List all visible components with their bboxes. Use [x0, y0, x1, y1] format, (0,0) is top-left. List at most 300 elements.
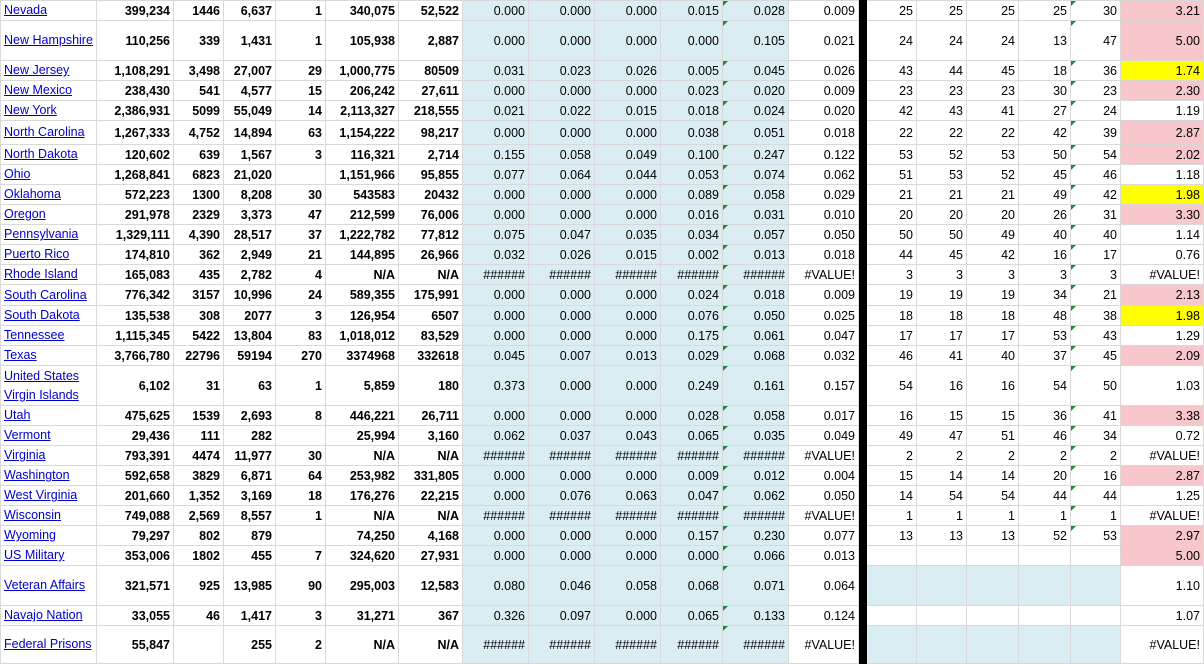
average-cell[interactable]: 0.013 — [789, 546, 859, 566]
rank-cell[interactable]: 53 — [1071, 526, 1121, 546]
rank-cell[interactable]: 13 — [967, 526, 1019, 546]
data-cell[interactable]: 353,006 — [97, 546, 174, 566]
data-cell[interactable]: 1300 — [174, 185, 224, 205]
rank-cell[interactable]: 23 — [917, 81, 967, 101]
row-name-cell[interactable]: Puerto Rico — [1, 245, 97, 265]
data-cell[interactable]: 20432 — [399, 185, 463, 205]
data-cell[interactable] — [276, 165, 326, 185]
rank-cell[interactable]: 1 — [1071, 506, 1121, 526]
rank-cell[interactable]: 50 — [1019, 145, 1071, 165]
data-cell[interactable]: 5099 — [174, 101, 224, 121]
rank-cell[interactable]: 16 — [917, 366, 967, 406]
rate-cell[interactable]: 0.000 — [463, 466, 529, 486]
rate-cell[interactable]: ###### — [723, 265, 789, 285]
average-cell[interactable]: #VALUE! — [789, 446, 859, 466]
data-cell[interactable]: 6,637 — [224, 1, 276, 21]
average-cell[interactable]: 0.029 — [789, 185, 859, 205]
rate-cell[interactable]: 0.058 — [595, 566, 661, 606]
data-cell[interactable]: 6507 — [399, 306, 463, 326]
rank-cell[interactable]: 54 — [917, 486, 967, 506]
rate-cell[interactable]: 0.051 — [723, 121, 789, 145]
rate-cell[interactable]: 0.000 — [529, 21, 595, 61]
data-cell[interactable]: 46 — [174, 606, 224, 626]
rate-cell[interactable]: 0.000 — [595, 326, 661, 346]
data-cell[interactable] — [174, 626, 224, 664]
rank-cell[interactable]: 16 — [967, 366, 1019, 406]
rank-cell[interactable] — [917, 546, 967, 566]
rank-cell[interactable]: 14 — [917, 466, 967, 486]
data-cell[interactable]: 572,223 — [97, 185, 174, 205]
rank-cell[interactable]: 44 — [867, 245, 917, 265]
rate-cell[interactable]: ###### — [463, 446, 529, 466]
data-cell[interactable]: 218,555 — [399, 101, 463, 121]
row-name-cell[interactable]: New Jersey — [1, 61, 97, 81]
data-cell[interactable]: 331,805 — [399, 466, 463, 486]
rate-cell[interactable]: 0.007 — [529, 346, 595, 366]
data-cell[interactable]: 2,569 — [174, 506, 224, 526]
rank-cell[interactable]: 17 — [1071, 245, 1121, 265]
average-cell[interactable]: 0.050 — [789, 486, 859, 506]
rate-cell[interactable]: 0.045 — [463, 346, 529, 366]
rank-cell[interactable]: 53 — [967, 145, 1019, 165]
rate-cell[interactable]: 0.080 — [463, 566, 529, 606]
data-cell[interactable]: 29 — [276, 61, 326, 81]
data-cell[interactable]: 4,390 — [174, 225, 224, 245]
data-cell[interactable]: 1 — [276, 506, 326, 526]
data-cell[interactable]: 3,169 — [224, 486, 276, 506]
rate-cell[interactable]: 0.155 — [463, 145, 529, 165]
rate-cell[interactable]: 0.035 — [595, 225, 661, 245]
data-cell[interactable]: 1,115,345 — [97, 326, 174, 346]
data-cell[interactable]: 339 — [174, 21, 224, 61]
average-cell[interactable]: 0.077 — [789, 526, 859, 546]
data-cell[interactable]: 3,766,780 — [97, 346, 174, 366]
rate-cell[interactable]: 0.016 — [661, 205, 723, 225]
rank-cell[interactable]: 3 — [917, 265, 967, 285]
rank-cell[interactable]: 21 — [867, 185, 917, 205]
score-cell[interactable]: 2.87 — [1121, 121, 1204, 145]
average-cell[interactable]: 0.010 — [789, 205, 859, 225]
data-cell[interactable]: 1 — [276, 21, 326, 61]
data-cell[interactable]: 95,855 — [399, 165, 463, 185]
rate-cell[interactable]: 0.000 — [595, 526, 661, 546]
rank-cell[interactable]: 54 — [867, 366, 917, 406]
data-cell[interactable]: 55,049 — [224, 101, 276, 121]
rate-cell[interactable]: 0.023 — [529, 61, 595, 81]
data-cell[interactable]: 21,020 — [224, 165, 276, 185]
rate-cell[interactable]: 0.000 — [463, 81, 529, 101]
rate-cell[interactable]: 0.000 — [529, 1, 595, 21]
data-cell[interactable]: 543583 — [326, 185, 399, 205]
data-cell[interactable]: 4474 — [174, 446, 224, 466]
rate-cell[interactable]: 0.000 — [529, 526, 595, 546]
data-cell[interactable]: 1,018,012 — [326, 326, 399, 346]
rate-cell[interactable]: 0.000 — [595, 121, 661, 145]
rate-cell[interactable]: 0.063 — [595, 486, 661, 506]
data-cell[interactable]: 76,006 — [399, 205, 463, 225]
rate-cell[interactable]: 0.065 — [661, 426, 723, 446]
rate-cell[interactable]: 0.157 — [661, 526, 723, 546]
data-cell[interactable]: 295,003 — [326, 566, 399, 606]
rate-cell[interactable]: 0.000 — [463, 306, 529, 326]
rank-cell[interactable]: 45 — [1019, 165, 1071, 185]
rank-cell[interactable]: 3 — [867, 265, 917, 285]
rate-cell[interactable]: 0.000 — [529, 546, 595, 566]
rate-cell[interactable]: 0.020 — [723, 81, 789, 101]
average-cell[interactable]: 0.025 — [789, 306, 859, 326]
data-cell[interactable]: 174,810 — [97, 245, 174, 265]
rate-cell[interactable]: 0.000 — [529, 285, 595, 306]
average-cell[interactable]: 0.026 — [789, 61, 859, 81]
rate-cell[interactable]: 0.005 — [661, 61, 723, 81]
data-cell[interactable]: 3 — [276, 306, 326, 326]
rate-cell[interactable]: 0.000 — [595, 466, 661, 486]
row-name-cell[interactable]: New York — [1, 101, 97, 121]
rate-cell[interactable]: 0.161 — [723, 366, 789, 406]
row-name-cell[interactable]: Navajo Nation — [1, 606, 97, 626]
rank-cell[interactable]: 52 — [967, 165, 1019, 185]
rank-cell[interactable] — [1019, 546, 1071, 566]
data-cell[interactable]: 399,234 — [97, 1, 174, 21]
rate-cell[interactable]: 0.373 — [463, 366, 529, 406]
rate-cell[interactable]: 0.105 — [723, 21, 789, 61]
rate-cell[interactable]: ###### — [723, 506, 789, 526]
data-cell[interactable]: 1,417 — [224, 606, 276, 626]
data-cell[interactable]: 21 — [276, 245, 326, 265]
rate-cell[interactable]: 0.000 — [595, 546, 661, 566]
rank-cell[interactable]: 23 — [1071, 81, 1121, 101]
score-cell[interactable]: #VALUE! — [1121, 446, 1204, 466]
rate-cell[interactable]: 0.066 — [723, 546, 789, 566]
row-name-cell[interactable]: South Carolina — [1, 285, 97, 306]
data-cell[interactable]: 80509 — [399, 61, 463, 81]
rank-cell[interactable]: 3 — [1019, 265, 1071, 285]
rank-cell[interactable]: 31 — [1071, 205, 1121, 225]
rank-cell[interactable]: 34 — [1071, 426, 1121, 446]
data-cell[interactable]: 3 — [276, 145, 326, 165]
data-cell[interactable]: 90 — [276, 566, 326, 606]
rank-cell[interactable]: 3 — [1071, 265, 1121, 285]
rate-cell[interactable]: 0.000 — [529, 466, 595, 486]
score-cell[interactable]: #VALUE! — [1121, 626, 1204, 664]
rate-cell[interactable]: 0.068 — [723, 346, 789, 366]
rank-cell[interactable]: 50 — [1071, 366, 1121, 406]
rank-cell[interactable] — [867, 546, 917, 566]
data-cell[interactable]: 592,658 — [97, 466, 174, 486]
rate-cell[interactable]: 0.026 — [595, 61, 661, 81]
rank-cell[interactable] — [867, 626, 917, 664]
average-cell[interactable]: 0.009 — [789, 1, 859, 21]
data-cell[interactable]: 589,355 — [326, 285, 399, 306]
rank-cell[interactable]: 41 — [967, 101, 1019, 121]
average-cell[interactable]: 0.020 — [789, 101, 859, 121]
average-cell[interactable]: #VALUE! — [789, 265, 859, 285]
average-cell[interactable]: 0.021 — [789, 21, 859, 61]
data-cell[interactable]: 2 — [276, 626, 326, 664]
score-cell[interactable]: 1.18 — [1121, 165, 1204, 185]
data-cell[interactable]: 26,711 — [399, 406, 463, 426]
data-cell[interactable]: 3,498 — [174, 61, 224, 81]
rank-cell[interactable] — [917, 566, 967, 606]
rate-cell[interactable]: ###### — [463, 506, 529, 526]
row-name-cell[interactable]: Virginia — [1, 446, 97, 466]
row-name-cell[interactable]: Oregon — [1, 205, 97, 225]
rate-cell[interactable]: 0.023 — [661, 81, 723, 101]
rank-cell[interactable]: 2 — [967, 446, 1019, 466]
rank-cell[interactable]: 47 — [1071, 21, 1121, 61]
data-cell[interactable]: N/A — [399, 506, 463, 526]
data-cell[interactable]: 33,055 — [97, 606, 174, 626]
rate-cell[interactable]: 0.009 — [661, 466, 723, 486]
rank-cell[interactable]: 40 — [967, 346, 1019, 366]
data-cell[interactable]: 98,217 — [399, 121, 463, 145]
data-cell[interactable]: 7 — [276, 546, 326, 566]
row-name-cell[interactable]: Vermont — [1, 426, 97, 446]
rate-cell[interactable]: 0.064 — [529, 165, 595, 185]
data-cell[interactable]: 206,242 — [326, 81, 399, 101]
score-cell[interactable]: 1.25 — [1121, 486, 1204, 506]
data-cell[interactable]: 5422 — [174, 326, 224, 346]
rate-cell[interactable]: ###### — [463, 265, 529, 285]
data-cell[interactable]: 238,430 — [97, 81, 174, 101]
rate-cell[interactable]: 0.015 — [595, 101, 661, 121]
row-name-cell[interactable]: Wyoming — [1, 526, 97, 546]
data-cell[interactable]: 6,102 — [97, 366, 174, 406]
rank-cell[interactable]: 30 — [1071, 1, 1121, 21]
rank-cell[interactable]: 46 — [867, 346, 917, 366]
rank-cell[interactable]: 41 — [1071, 406, 1121, 426]
rate-cell[interactable]: 0.050 — [723, 306, 789, 326]
rate-cell[interactable]: 0.000 — [463, 21, 529, 61]
data-cell[interactable]: 3829 — [174, 466, 224, 486]
score-cell[interactable]: 2.87 — [1121, 466, 1204, 486]
rate-cell[interactable]: 0.018 — [661, 101, 723, 121]
rate-cell[interactable]: ###### — [595, 506, 661, 526]
rank-cell[interactable]: 24 — [1071, 101, 1121, 121]
data-cell[interactable]: 22796 — [174, 346, 224, 366]
data-cell[interactable]: 165,083 — [97, 265, 174, 285]
rank-cell[interactable]: 43 — [1071, 326, 1121, 346]
data-cell[interactable]: 1,267,333 — [97, 121, 174, 145]
rate-cell[interactable]: 0.037 — [529, 426, 595, 446]
rate-cell[interactable]: 0.046 — [529, 566, 595, 606]
rank-cell[interactable]: 16 — [867, 406, 917, 426]
data-cell[interactable]: 59194 — [224, 346, 276, 366]
data-cell[interactable]: 749,088 — [97, 506, 174, 526]
data-cell[interactable]: 4 — [276, 265, 326, 285]
data-cell[interactable]: 3 — [276, 606, 326, 626]
score-cell[interactable]: 3.30 — [1121, 205, 1204, 225]
rate-cell[interactable]: ###### — [595, 265, 661, 285]
data-cell[interactable]: 1,352 — [174, 486, 224, 506]
data-cell[interactable]: 321,571 — [97, 566, 174, 606]
data-cell[interactable]: 8,208 — [224, 185, 276, 205]
row-name-cell[interactable]: Utah — [1, 406, 97, 426]
rank-cell[interactable]: 16 — [1071, 466, 1121, 486]
row-name-cell[interactable]: New Mexico — [1, 81, 97, 101]
data-cell[interactable]: 4,577 — [224, 81, 276, 101]
rank-cell[interactable]: 22 — [917, 121, 967, 145]
rate-cell[interactable]: 0.247 — [723, 145, 789, 165]
rank-cell[interactable] — [867, 606, 917, 626]
rate-cell[interactable]: 0.045 — [723, 61, 789, 81]
rank-cell[interactable]: 3 — [967, 265, 1019, 285]
rank-cell[interactable]: 18 — [967, 306, 1019, 326]
rate-cell[interactable]: 0.058 — [723, 185, 789, 205]
data-cell[interactable]: 22,215 — [399, 486, 463, 506]
data-cell[interactable]: 253,982 — [326, 466, 399, 486]
data-cell[interactable]: 180 — [399, 366, 463, 406]
rank-cell[interactable] — [967, 546, 1019, 566]
row-name-cell[interactable]: United States Virgin Islands — [1, 366, 97, 406]
data-cell[interactable]: 270 — [276, 346, 326, 366]
data-cell[interactable]: N/A — [399, 446, 463, 466]
data-cell[interactable]: 144,895 — [326, 245, 399, 265]
data-cell[interactable]: 2,782 — [224, 265, 276, 285]
score-cell[interactable]: 2.09 — [1121, 346, 1204, 366]
data-cell[interactable]: 27,931 — [399, 546, 463, 566]
data-cell[interactable]: 25,994 — [326, 426, 399, 446]
rank-cell[interactable]: 15 — [967, 406, 1019, 426]
rate-cell[interactable]: ###### — [723, 626, 789, 664]
data-cell[interactable]: 793,391 — [97, 446, 174, 466]
data-cell[interactable]: 10,996 — [224, 285, 276, 306]
rate-cell[interactable]: ###### — [595, 626, 661, 664]
rate-cell[interactable]: 0.043 — [595, 426, 661, 446]
rank-cell[interactable]: 40 — [1071, 225, 1121, 245]
rank-cell[interactable] — [1071, 546, 1121, 566]
data-cell[interactable]: 2,887 — [399, 21, 463, 61]
rank-cell[interactable]: 53 — [1019, 326, 1071, 346]
data-cell[interactable]: 1,329,111 — [97, 225, 174, 245]
rank-cell[interactable]: 20 — [917, 205, 967, 225]
rate-cell[interactable]: 0.032 — [463, 245, 529, 265]
rate-cell[interactable]: 0.002 — [661, 245, 723, 265]
rank-cell[interactable]: 20 — [867, 205, 917, 225]
score-cell[interactable]: 1.74 — [1121, 61, 1204, 81]
data-cell[interactable]: 2,714 — [399, 145, 463, 165]
rate-cell[interactable]: 0.000 — [595, 21, 661, 61]
data-cell[interactable]: 282 — [224, 426, 276, 446]
rank-cell[interactable]: 42 — [867, 101, 917, 121]
rank-cell[interactable]: 17 — [867, 326, 917, 346]
rank-cell[interactable]: 18 — [1019, 61, 1071, 81]
rate-cell[interactable]: 0.000 — [661, 546, 723, 566]
score-cell[interactable]: 1.98 — [1121, 306, 1204, 326]
rank-cell[interactable]: 26 — [1019, 205, 1071, 225]
data-cell[interactable]: 110,256 — [97, 21, 174, 61]
rank-cell[interactable]: 22 — [967, 121, 1019, 145]
rank-cell[interactable]: 2 — [867, 446, 917, 466]
rank-cell[interactable]: 51 — [967, 426, 1019, 446]
rank-cell[interactable]: 25 — [1019, 1, 1071, 21]
rank-cell[interactable] — [1019, 626, 1071, 664]
rate-cell[interactable]: ###### — [661, 506, 723, 526]
data-cell[interactable]: 29,436 — [97, 426, 174, 446]
rank-cell[interactable]: 40 — [1019, 225, 1071, 245]
rank-cell[interactable]: 30 — [1019, 81, 1071, 101]
data-cell[interactable]: 1,431 — [224, 21, 276, 61]
average-cell[interactable]: 0.047 — [789, 326, 859, 346]
rank-cell[interactable] — [917, 626, 967, 664]
score-cell[interactable]: 2.97 — [1121, 526, 1204, 546]
data-cell[interactable]: 3,373 — [224, 205, 276, 225]
rate-cell[interactable]: ###### — [595, 446, 661, 466]
data-cell[interactable]: 1446 — [174, 1, 224, 21]
row-name-cell[interactable]: Oklahoma — [1, 185, 97, 205]
row-name-cell[interactable]: New Hampshire — [1, 21, 97, 61]
rank-cell[interactable] — [1071, 606, 1121, 626]
data-cell[interactable]: 6823 — [174, 165, 224, 185]
rate-cell[interactable]: 0.076 — [661, 306, 723, 326]
data-cell[interactable]: 83 — [276, 326, 326, 346]
data-cell[interactable]: 24 — [276, 285, 326, 306]
rank-cell[interactable]: 25 — [867, 1, 917, 21]
data-cell[interactable]: 6,871 — [224, 466, 276, 486]
rank-cell[interactable]: 42 — [967, 245, 1019, 265]
rate-cell[interactable]: 0.000 — [529, 366, 595, 406]
rank-cell[interactable]: 50 — [917, 225, 967, 245]
data-cell[interactable]: 2,113,327 — [326, 101, 399, 121]
data-cell[interactable]: 455 — [224, 546, 276, 566]
average-cell[interactable]: 0.122 — [789, 145, 859, 165]
rank-cell[interactable]: 52 — [917, 145, 967, 165]
average-cell[interactable]: 0.009 — [789, 81, 859, 101]
rate-cell[interactable]: 0.076 — [529, 486, 595, 506]
data-cell[interactable]: 446,221 — [326, 406, 399, 426]
data-cell[interactable]: 11,977 — [224, 446, 276, 466]
data-cell[interactable]: 201,660 — [97, 486, 174, 506]
average-cell[interactable]: 0.004 — [789, 466, 859, 486]
data-cell[interactable]: 1,154,222 — [326, 121, 399, 145]
row-name-cell[interactable]: West Virginia — [1, 486, 97, 506]
rate-cell[interactable]: 0.038 — [661, 121, 723, 145]
data-cell[interactable]: 63 — [276, 121, 326, 145]
row-name-cell[interactable]: Texas — [1, 346, 97, 366]
rank-cell[interactable]: 24 — [917, 21, 967, 61]
data-cell[interactable]: 63 — [224, 366, 276, 406]
data-cell[interactable]: 5,859 — [326, 366, 399, 406]
rank-cell[interactable]: 48 — [1019, 306, 1071, 326]
rank-cell[interactable]: 2 — [1071, 446, 1121, 466]
rank-cell[interactable]: 54 — [1071, 145, 1121, 165]
rate-cell[interactable]: 0.018 — [723, 285, 789, 306]
data-cell[interactable]: 435 — [174, 265, 224, 285]
rate-cell[interactable]: ###### — [529, 626, 595, 664]
rank-cell[interactable]: 54 — [967, 486, 1019, 506]
rate-cell[interactable]: 0.000 — [463, 546, 529, 566]
data-cell[interactable] — [276, 526, 326, 546]
data-cell[interactable]: N/A — [326, 265, 399, 285]
data-cell[interactable]: 77,812 — [399, 225, 463, 245]
data-cell[interactable]: 1 — [276, 366, 326, 406]
data-cell[interactable]: 879 — [224, 526, 276, 546]
rank-cell[interactable]: 16 — [1019, 245, 1071, 265]
rank-cell[interactable]: 21 — [917, 185, 967, 205]
data-cell[interactable]: 1802 — [174, 546, 224, 566]
data-cell[interactable]: 12,583 — [399, 566, 463, 606]
data-cell[interactable]: 3374968 — [326, 346, 399, 366]
rate-cell[interactable]: 0.000 — [529, 185, 595, 205]
score-cell[interactable]: 0.72 — [1121, 426, 1204, 446]
data-cell[interactable]: 1 — [276, 1, 326, 21]
data-cell[interactable]: 2,949 — [224, 245, 276, 265]
score-cell[interactable]: 1.14 — [1121, 225, 1204, 245]
average-cell[interactable]: #VALUE! — [789, 506, 859, 526]
rank-cell[interactable]: 43 — [867, 61, 917, 81]
rate-cell[interactable]: 0.000 — [595, 185, 661, 205]
rank-cell[interactable]: 20 — [967, 205, 1019, 225]
